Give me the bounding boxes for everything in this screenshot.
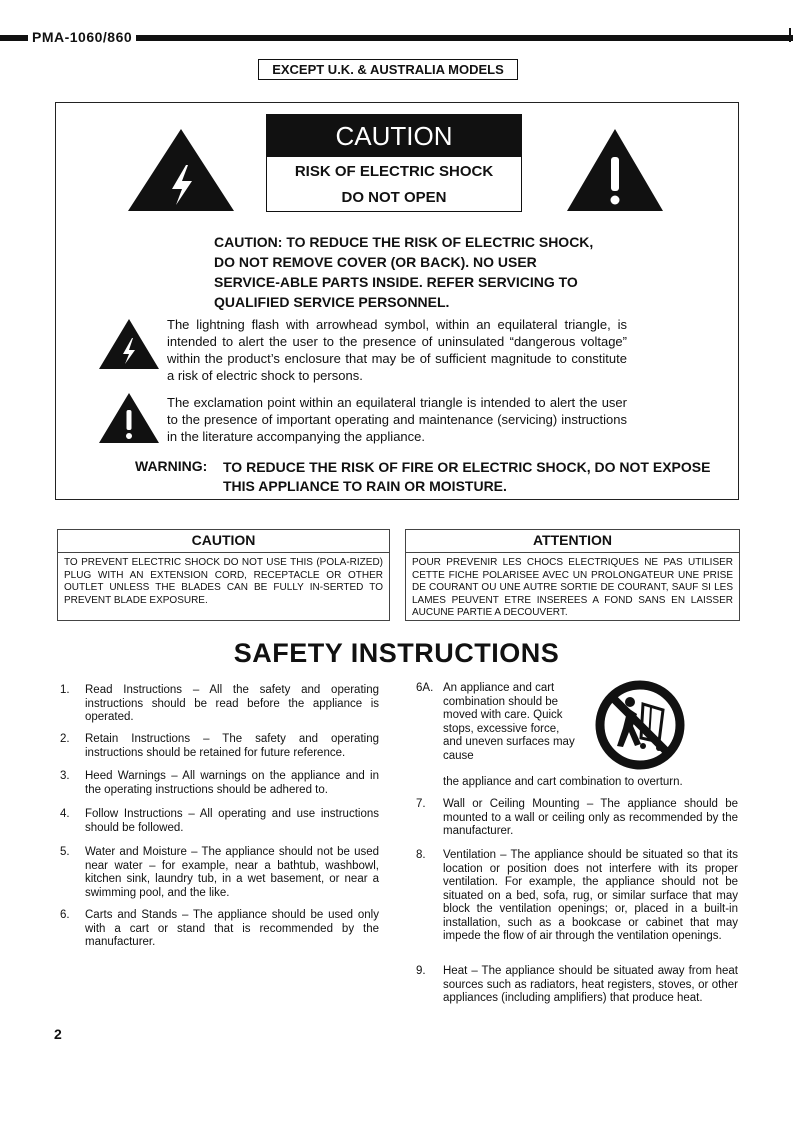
item-number: 9.: [416, 965, 426, 977]
caution-panel-title: CAUTION: [267, 115, 521, 157]
item-text: Read Instructions – All the safety and operating instructions should be read before the appliance is operated.: [85, 684, 379, 723]
header-rule-lead: [0, 35, 27, 41]
no-cart-tipover-icon: [593, 680, 687, 770]
lightning-triangle-icon: [126, 127, 236, 213]
main-caution-text: CAUTION: TO REDUCE THE RISK OF ELECTRIC SHOCK, DO NOT REMOVE COVER (OR BACK). NO USER SERVICE-ABLE PARTS INSIDE. REFER SERVICING TO QUALIFIED SERVICE PERSONNEL.: [214, 234, 594, 310]
item-text: Retain Instructions – The safety and operating instructions should be retained for future reference.: [85, 733, 379, 759]
item-number: 2.: [60, 733, 70, 745]
exclamation-triangle-icon: [98, 392, 160, 444]
list-item: [416, 682, 738, 792]
caution-box-text: TO PREVENT ELECTRIC SHOCK DO NOT USE THIS (POLA-RIZED) PLUG WITH AN EXTENSION CORD, RECEPTACLE OR OTHER OUTLET UNLESS THE BLADES CAN BE FULLY IN-SERTED TO PREVENT BLADE EXPOSURE.: [64, 557, 383, 606]
item-text: Follow Instructions – All operating and use instructions should be followed.: [85, 808, 379, 834]
item-text: Wall or Ceiling Mounting – The appliance should be mounted to a wall or ceiling only as recommended by the manufacturer.: [443, 798, 738, 837]
item-number: 1.: [60, 684, 70, 696]
divider: [58, 552, 389, 553]
model-label: PMA-1060/860: [28, 28, 136, 46]
header-rule-end: [789, 28, 791, 42]
item-text: Carts and Stands – The appliance should be used only with a cart or stand that is recommended by the manufacturer.: [85, 909, 379, 948]
caution-panel-line-1: RISK OF ELECTRIC SHOCK: [294, 163, 494, 180]
item-number: 5.: [60, 846, 70, 858]
polarized-plug-caution-box: [57, 529, 390, 621]
item-number: 7.: [416, 798, 426, 810]
item-number: 4.: [60, 808, 70, 820]
item-number: 6.: [60, 909, 70, 921]
polarized-plug-attention-box: [405, 529, 740, 621]
caution-label-panel: [266, 114, 522, 212]
item-text: Heat – The appliance should be situated away from heat sources such as radiators, heat registers, stoves, or other appliances (including amplifiers) that produce heat.: [443, 965, 738, 1004]
item-text-continued: the appliance and cart combination to overturn.: [443, 776, 683, 788]
page-number: 2: [54, 1026, 62, 1042]
item-number: 3.: [60, 770, 70, 782]
item-text: Water and Moisture – The appliance should not be used near water – for example, near a bathtub, washbowl, kitchen sink, laundry tub, in a wet basement, or near a swimming pool, and the like.: [85, 846, 379, 899]
item-text: An appliance and cart combination should be moved with care. Quick stops, excessive force, and uneven surfaces may cause: [443, 682, 575, 762]
warning-text: TO REDUCE THE RISK OF FIRE OR ELECTRIC SHOCK, DO NOT EXPOSE THIS APPLIANCE TO RAIN OR MOISTURE.: [223, 459, 711, 494]
lightning-triangle-icon: [98, 318, 160, 370]
warning-label: WARNING:: [135, 458, 208, 474]
item-number: 8.: [416, 849, 426, 861]
item-text: Ventilation – The appliance should be situated so that its location or position does not interfere with its proper ventilation. For example, the appliance should not be situated on a bed, sofa, rug, or similar surface that may block the ventilation openings; or, placed in a built-in installation, such as a bookcase or cabinet that may impede the flow of air through the ventilation openings.: [443, 849, 738, 942]
caution-panel-line-2: DO NOT OPEN: [341, 189, 447, 206]
region-label: EXCEPT U.K. & AUSTRALIA MODELS: [258, 59, 518, 80]
divider: [406, 552, 739, 553]
exclamation-symbol-description: The exclamation point within an equilateral triangle is intended to alert the user to the presence of important operating and maintenance (servicing) instructions in the literature accompanying the appliance.: [167, 395, 627, 444]
attention-box-title: ATTENTION: [532, 532, 613, 548]
item-number: 6A.: [416, 682, 434, 694]
item-text: Heed Warnings – All warnings on the appliance and in the operating instructions should be adhered to.: [85, 770, 379, 796]
caution-box-title: CAUTION: [191, 532, 256, 548]
section-title: SAFETY INSTRUCTIONS: [233, 638, 560, 668]
exclamation-triangle-icon: [565, 127, 665, 213]
attention-box-text: POUR PREVENIR LES CHOCS ELECTRIQUES NE PAS UTILISER CETTE FICHE POLARISEE AVEC UN PROLONGATEUR UNE PRISE DE COURANT OU UNE AUTRE SORTIE DE COURANT, SAUF SI LES LAMES PEUVENT ETRE INSEREES A FOND SANS EN LAISSER AUCUNE PARTIE A DECOUVERT.: [412, 557, 733, 618]
lightning-symbol-description: The lightning flash with arrowhead symbol, within an equilateral triangle, is intended to alert the user to the presence of uninsulated “dangerous voltage” within the product’s enclosure that may be of sufficient magnitude to constitute a risk of electric shock to persons.: [167, 317, 627, 383]
